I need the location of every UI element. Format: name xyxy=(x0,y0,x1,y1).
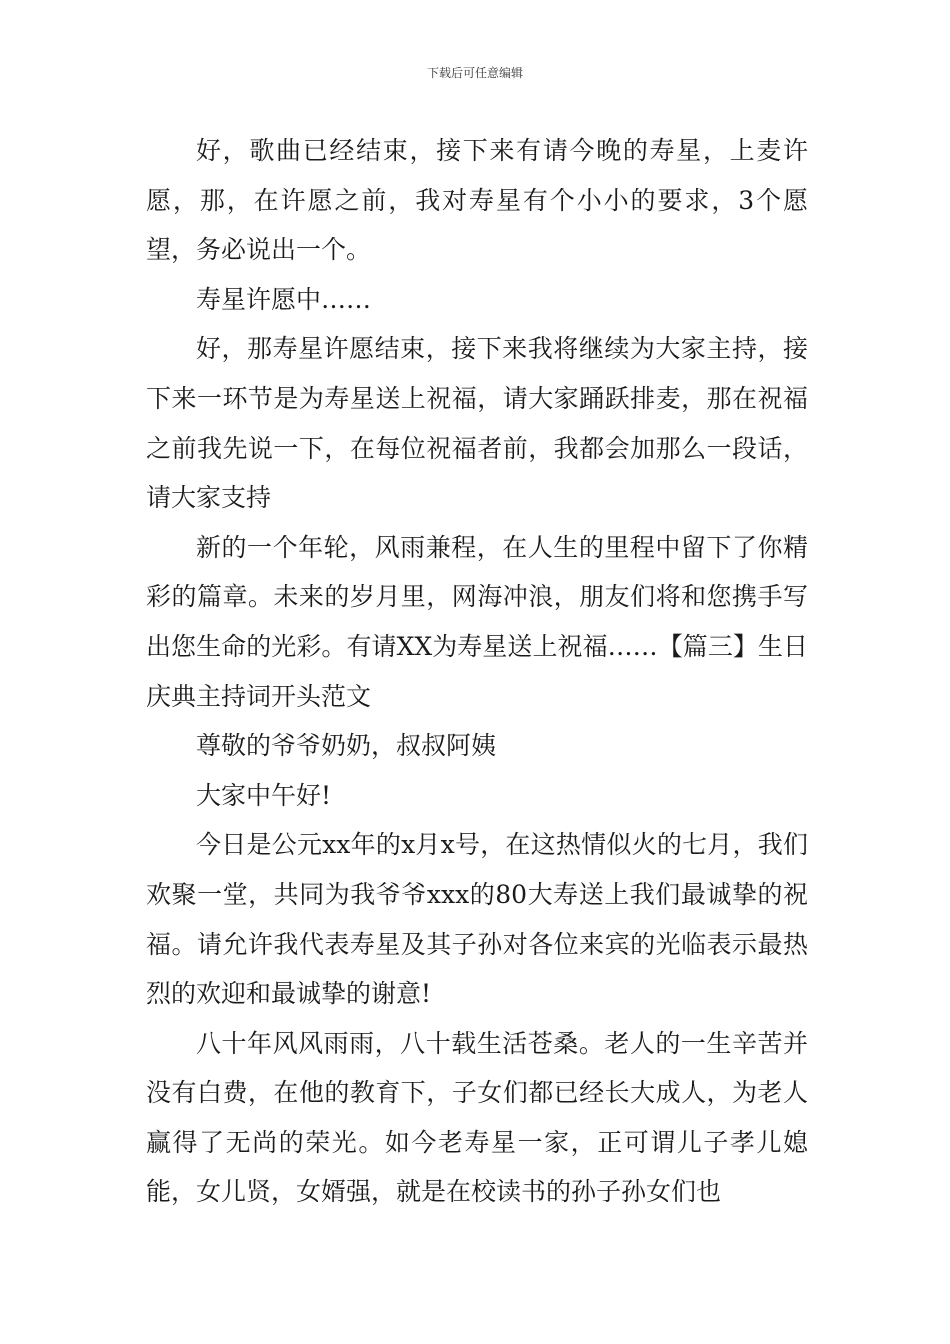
document-body xyxy=(146,126,808,1217)
paragraph-5: 尊敬的爷爷奶奶，叔叔阿姨 xyxy=(196,731,497,761)
paragraph-4: 新的一个年轮，风雨兼程，在人生的里程中留下了你精彩的篇章。未来的岁月里，网海冲浪，朋友们将和您携手写出您生命的光彩。有请XX为寿星送上祝福……【篇三】生日庆典主持词开头范文 xyxy=(146,532,808,711)
paragraph-7: 今日是公元xx年的x月x号，在这热情似火的七月，我们欢聚一堂，共同为我爷爷xxx的80大寿送上我们最诚挚的祝福。请允许我代表寿星及其子孙对各位来宾的光临表示最热烈的欢迎和最诚挚的谢意! xyxy=(146,830,808,1009)
paragraph-6: 大家中午好! xyxy=(196,780,332,810)
paragraph-2: 寿星许愿中…… xyxy=(196,284,372,314)
page-header: 下载后可任意编辑 xyxy=(426,66,523,80)
paragraph-1: 好，歌曲已经结束，接下来有请今晚的寿星，上麦许愿，那，在许愿之前，我对寿星有个小小的要求，3个愿望，务必说出一个。 xyxy=(146,136,808,265)
paragraph-3: 好，那寿星许愿结束，接下来我将继续为大家主持，接下来一环节是为寿星送上祝福，请大家踊跃排麦，那在祝福之前我先说一下，在每位祝福者前，我都会加那么一段话，请大家支持 xyxy=(146,334,808,513)
paragraph-8: 八十年风风雨雨，八十载生活苍桑。老人的一生辛苦并没有白费，在他的教育下，子女们都已经长大成人，为老人赢得了无尚的荣光。如今老寿星一家，正可谓儿子孝儿媳能，女儿贤，女婿强，就是在校读书的孙子孙女们也 xyxy=(146,1028,808,1207)
